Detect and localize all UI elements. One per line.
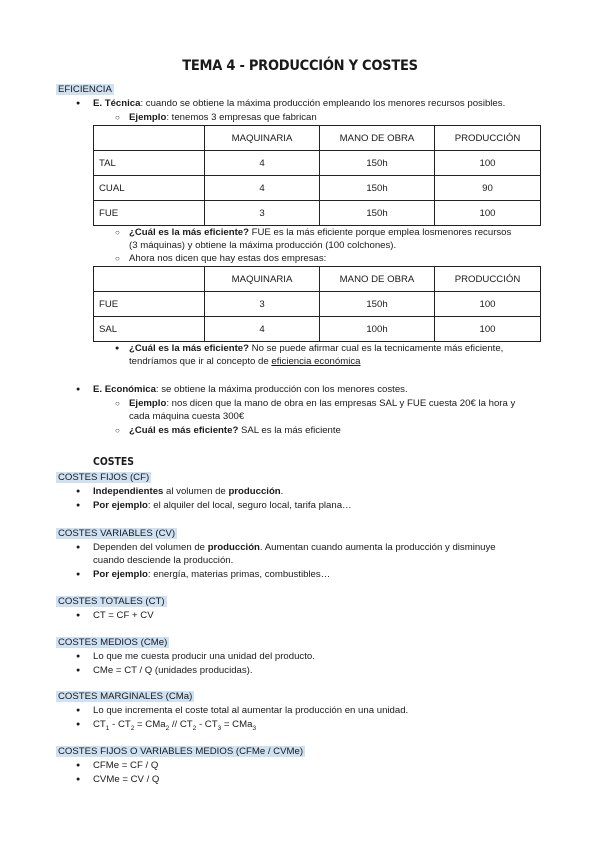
list-item-text: . xyxy=(280,486,284,497)
table-cell: 100 xyxy=(435,151,541,176)
list-item xyxy=(93,500,352,511)
pregunta-2-text-2: tendríamos que ir al concepto de xyxy=(129,356,272,367)
formula-part: CT xyxy=(93,719,106,730)
ejemplo-text: : tenemos 3 empresas que fabrican xyxy=(166,112,317,123)
formula-sub: 2 xyxy=(130,724,135,732)
ejemplo-2-continuation: cada máquina cuesta 300€ xyxy=(129,411,245,422)
table-cell: 150h xyxy=(320,292,435,317)
pregunta-3-text: SAL es la más eficiente xyxy=(238,425,341,436)
costes-fijos-variables-medios-heading-text: COSTES FIJOS O VARIABLES MEDIOS (CFMe / CVMe) xyxy=(58,746,304,757)
list-item-pregunta-3 xyxy=(129,425,341,436)
table-cell: TAL xyxy=(94,151,205,176)
table-row xyxy=(94,317,541,342)
table-cell: 100h xyxy=(320,317,435,342)
costes-medios-heading-text: COSTES MEDIOS (CMe) xyxy=(58,637,168,648)
list-item-tecnica xyxy=(93,98,505,109)
pregunta-3-label: ¿Cuál es más eficiente? xyxy=(129,425,239,436)
formula-sub: 1 xyxy=(105,724,110,732)
por-ejemplo-label: Por ejemplo xyxy=(93,569,148,580)
table-header-row xyxy=(94,267,541,292)
produccion-bold: producción xyxy=(228,486,281,497)
list-item-text: . Aumentan cuando aumenta la producción y disminuye xyxy=(259,542,496,553)
eficiencia-heading-text: EFICIENCIA xyxy=(58,84,112,95)
ejemplo-label: Ejemplo xyxy=(129,112,167,123)
list-item-continuation: cuando desciende la producción. xyxy=(93,555,234,566)
pregunta-2-continuation xyxy=(129,356,360,367)
table-cell: 3 xyxy=(205,201,320,226)
costes-marginales-heading-text: COSTES MARGINALES (CMa) xyxy=(58,691,193,702)
table-empresas-1 xyxy=(93,125,541,226)
table-cell: 100 xyxy=(435,292,541,317)
produccion-bold: producción xyxy=(207,542,260,553)
table-header-cell xyxy=(94,126,205,151)
list-item: ● CVMe = CV / Q xyxy=(93,774,159,785)
list-item xyxy=(93,569,330,580)
list-item-text: : el alquiler del local, seguro local, tarifa plana… xyxy=(147,500,352,511)
pregunta-2-label: ¿Cuál es la más eficiente? xyxy=(129,343,249,354)
list-item: ● CMe = CT / Q (unidades producidas). xyxy=(93,665,253,676)
heading-costes-marginales xyxy=(56,691,194,702)
formula-part: = CMa xyxy=(134,719,166,730)
tecnica-text: : cuando se obtiene la máxima producción empleando los menores recursos posibles. xyxy=(140,98,506,109)
costes-variables-heading-text: COSTES VARIABLES (CV) xyxy=(58,528,176,539)
table-cell: 4 xyxy=(205,317,320,342)
ejemplo-2-label: Ejemplo xyxy=(129,398,167,409)
table-empresas-2 xyxy=(93,266,541,342)
table-cell: 150h xyxy=(320,201,435,226)
por-ejemplo-label: Por ejemplo xyxy=(93,500,148,511)
table-header-cell: PRODUCCIÓN xyxy=(435,267,541,292)
table-header-cell: MAQUINARIA xyxy=(205,267,320,292)
table-header-cell: MANO DE OBRA xyxy=(320,267,435,292)
list-item-text: : energía, materias primas, combustibles… xyxy=(147,569,331,580)
list-item-text: Dependen del volumen de xyxy=(93,542,208,553)
pregunta-2-text: No se puede afirmar cual es la tecnicamente más eficiente, xyxy=(248,343,504,354)
ejemplo-2-text: : nos dicen que la mano de obra en las empresas SAL y FUE cuesta 20€ la hora y xyxy=(166,398,516,409)
table-header-row xyxy=(94,126,541,151)
eficiencia-economica-link: eficiencia económica xyxy=(271,356,361,367)
table-cell: SAL xyxy=(94,317,205,342)
heading-costes-fijos xyxy=(56,472,151,483)
list-item-pregunta-2 xyxy=(129,343,503,354)
formula-sub: 2 xyxy=(192,724,197,732)
independientes-label: Independientes xyxy=(93,486,164,497)
list-item xyxy=(93,542,496,553)
table-cell: 90 xyxy=(435,176,541,201)
economica-text: : se obtiene la máxima producción con los menores costes. xyxy=(155,384,408,395)
table-row xyxy=(94,176,541,201)
formula-part: - CT xyxy=(109,719,131,730)
heading-costes-fijos-variables-medios xyxy=(56,746,305,757)
list-item: ● Lo que me cuesta producir una unidad del producto. xyxy=(93,651,315,662)
table-cell: 100 xyxy=(435,201,541,226)
table-cell: 4 xyxy=(205,151,320,176)
section-heading-costes: COSTES xyxy=(93,455,135,468)
heading-costes-medios xyxy=(56,637,169,648)
formula-sub: 3 xyxy=(217,724,222,732)
formula-sub: 2 xyxy=(165,724,170,732)
list-item: ● Lo que incrementa el coste total al aumentar la producción en una unidad. xyxy=(93,705,408,716)
list-item-text: al volumen de xyxy=(163,486,229,497)
costes-totales-heading-text: COSTES TOTALES (CT) xyxy=(58,596,165,607)
list-item-formula xyxy=(93,719,256,732)
table-header-cell: MAQUINARIA xyxy=(205,126,320,151)
list-item-ahora: ○ Ahora nos dicen que hay estas dos empresas: xyxy=(129,253,326,264)
table-cell: 100 xyxy=(435,317,541,342)
table-cell: FUE xyxy=(94,201,205,226)
table-cell: CUAL xyxy=(94,176,205,201)
table-cell: 150h xyxy=(320,176,435,201)
list-item-ejemplo-2 xyxy=(129,398,515,409)
table-cell: 150h xyxy=(320,151,435,176)
table-row xyxy=(94,292,541,317)
pregunta-1-label: ¿Cuál es la más eficiente? xyxy=(129,227,249,238)
list-item-economica xyxy=(93,384,408,395)
formula-part: = CMa xyxy=(221,719,253,730)
formula-part: - CT xyxy=(196,719,218,730)
section-heading-eficiencia xyxy=(56,84,114,95)
table-header-cell xyxy=(94,267,205,292)
table-header-cell: MANO DE OBRA xyxy=(320,126,435,151)
costes-fijos-heading-text: COSTES FIJOS (CF) xyxy=(58,472,150,483)
list-item xyxy=(93,486,283,497)
tecnica-label: E. Técnica xyxy=(93,98,141,109)
heading-costes-variables xyxy=(56,528,177,539)
list-item-ejemplo-1 xyxy=(129,112,317,123)
table-cell: 3 xyxy=(205,292,320,317)
heading-costes-totales xyxy=(56,596,167,607)
list-item: ● CFMe = CF / Q xyxy=(93,760,158,771)
pregunta-1-continuation: (3 máquinas) y obtiene la máxima producción (100 colchones). xyxy=(129,240,397,251)
list-item-pregunta-1 xyxy=(129,227,511,238)
formula-part: // CT xyxy=(169,719,193,730)
list-item: ● CT = CF + CV xyxy=(93,610,154,621)
table-cell: FUE xyxy=(94,292,205,317)
page-title: TEMA 4 - PRODUCCIÓN Y COSTES xyxy=(182,58,418,74)
table-cell: 4 xyxy=(205,176,320,201)
table-row xyxy=(94,201,541,226)
table-header-cell: PRODUCCIÓN xyxy=(435,126,541,151)
pregunta-1-text: FUE es la más eficiente porque emplea losmenores recursos xyxy=(248,227,512,238)
formula-sub: 3 xyxy=(252,724,257,732)
table-row xyxy=(94,151,541,176)
economica-label: E. Económica xyxy=(93,384,156,395)
